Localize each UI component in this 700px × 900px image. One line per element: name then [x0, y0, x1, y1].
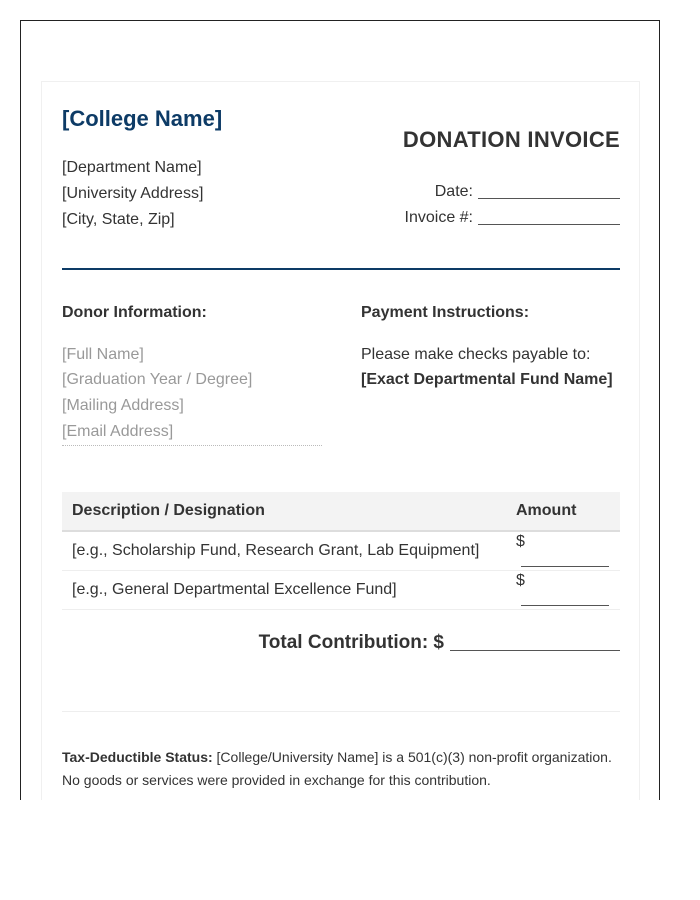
header-divider [62, 268, 620, 270]
date-label: Date: [434, 183, 473, 200]
invoice-number-label: Invoice #: [404, 209, 473, 226]
payment-fund-name: [Exact Departmental Fund Name] [361, 371, 613, 388]
invoice-number-row [405, 209, 620, 227]
university-address: [University Address] [62, 185, 204, 202]
total-amount-field[interactable] [450, 649, 620, 651]
table-row [62, 571, 620, 610]
payment-heading: Payment Instructions: [361, 304, 530, 321]
row-description: [e.g., Scholarship Fund, Research Grant, Lab Equipment] [62, 531, 506, 571]
department-name: [Department Name] [62, 159, 202, 176]
donation-table [62, 492, 620, 610]
donor-full-name-field[interactable]: [Full Name] [62, 346, 144, 363]
donor-underline [62, 445, 322, 446]
college-name: [College Name] [62, 106, 223, 131]
tax-text: [College/University Name] is a 501(c)(3) non-profit organization. No goods or services were provided in exchange for this contribution. [62, 749, 612, 788]
date-row [435, 183, 620, 201]
city-state-zip: [City, State, Zip] [62, 211, 175, 228]
row-amount [506, 531, 620, 571]
table-row [62, 531, 620, 571]
footer-divider [62, 711, 620, 712]
row-description: [e.g., General Departmental Excellence Fund] [62, 571, 506, 610]
donor-graduation-field[interactable]: [Graduation Year / Degree] [62, 371, 253, 388]
row-amount [506, 571, 620, 610]
column-header-amount: Amount [506, 492, 620, 531]
total-label: Total Contribution: $ [258, 632, 444, 653]
amount-field[interactable] [521, 565, 609, 567]
donor-mailing-address-field[interactable]: [Mailing Address] [62, 397, 184, 414]
amount-field[interactable] [521, 604, 609, 606]
invoice-title: DONATION INVOICE [402, 127, 620, 152]
total-row [259, 632, 620, 654]
tax-label: Tax-Deductible Status: [62, 749, 213, 765]
currency-symbol: $ [516, 572, 525, 589]
currency-symbol: $ [516, 533, 525, 550]
tax-statement [62, 746, 622, 792]
donor-email-field[interactable]: [Email Address] [62, 423, 174, 440]
date-field[interactable] [478, 197, 620, 199]
donor-heading: Donor Information: [62, 304, 207, 321]
table-header-row [62, 492, 620, 531]
payment-instructions-text: Please make checks payable to: [361, 346, 591, 363]
column-header-description: Description / Designation [62, 492, 506, 531]
invoice-number-field[interactable] [478, 223, 620, 225]
